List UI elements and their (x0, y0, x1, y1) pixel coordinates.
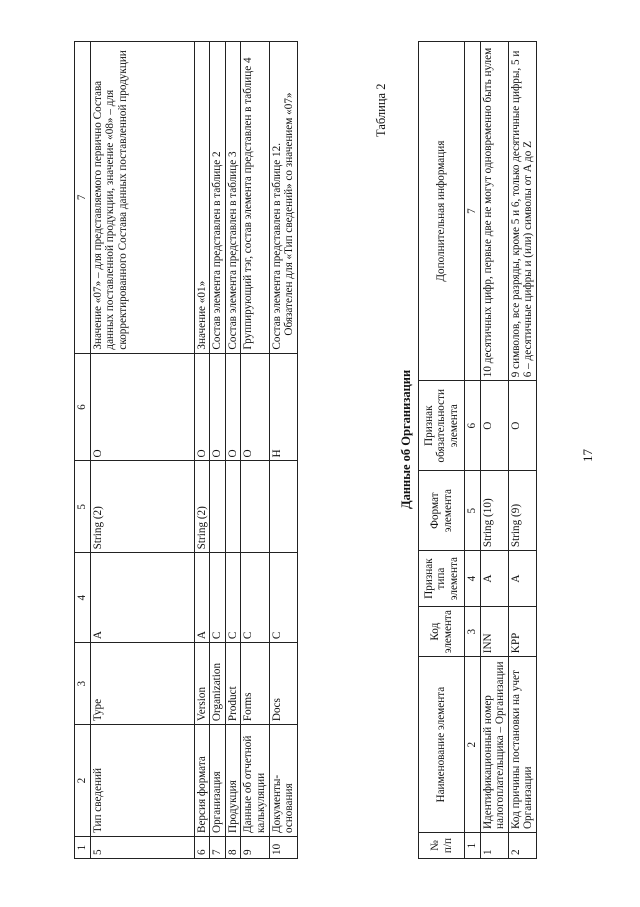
cell-format: String (9) (508, 471, 536, 551)
table-row (90, 42, 194, 859)
cell-info: Состав элемента представлен в таблице 3 (225, 42, 241, 354)
cell-code: Type (90, 643, 194, 725)
cell-number: 1 (480, 833, 508, 859)
cell-required: О (225, 353, 241, 461)
col-num: 6 (75, 353, 91, 461)
table-2-organization (418, 41, 537, 859)
cell-format (210, 461, 226, 553)
header-name: Наименование элемента (419, 657, 465, 833)
col-num: 6 (465, 381, 481, 471)
cell-info: 10 десятичных цифр, первые две не могут одновременно быть нулем (480, 42, 508, 381)
col-num: 3 (75, 643, 91, 725)
header-code: Код элемента (419, 607, 465, 657)
cell-code: Product (225, 643, 241, 725)
cell-code: KPP (508, 607, 536, 657)
cell-type: A (90, 553, 194, 643)
header-type: Признак типа элемента (419, 551, 465, 607)
header-format: Формат элемента (419, 471, 465, 551)
cell-required: О (210, 353, 226, 461)
header-required: Признак обязательности элемента (419, 381, 465, 471)
table-row (269, 42, 297, 859)
cell-name: Продукция (225, 725, 241, 837)
table-1-continuation (74, 41, 298, 859)
column-number-row (75, 42, 91, 859)
cell-number: 9 (241, 837, 269, 859)
cell-format: String (10) (480, 471, 508, 551)
cell-name: Документы-основания (269, 725, 297, 837)
cell-required: О (480, 381, 508, 471)
cell-format: String (2) (90, 461, 194, 553)
cell-required: О (508, 381, 536, 471)
page-number: 17 (580, 449, 595, 462)
cell-required: О (241, 353, 269, 461)
cell-type: С (210, 553, 226, 643)
cell-type: A (480, 551, 508, 607)
cell-name: Тип сведений (90, 725, 194, 837)
cell-code: Docs (269, 643, 297, 725)
cell-number: 8 (225, 837, 241, 859)
col-num: 2 (465, 657, 481, 833)
col-num: 5 (465, 471, 481, 551)
col-num: 3 (465, 607, 481, 657)
cell-required: Н (269, 353, 297, 461)
col-num: 1 (75, 837, 91, 859)
header-row (419, 42, 465, 859)
cell-code: Forms (241, 643, 269, 725)
col-num: 4 (465, 551, 481, 607)
table-row (225, 42, 241, 859)
cell-info: Значение «07» – для представляемого первично Состава данных поставленной продукции, значение «08» – для скорректированного Состава данных поставленной продукции (90, 42, 194, 354)
info-text: Состав элемента представлен в таблице 12. (270, 142, 283, 350)
table-row (480, 42, 508, 859)
col-num: 7 (75, 42, 91, 354)
cell-name: Данные об отчетной калькуляции (241, 725, 269, 837)
table-row (210, 42, 226, 859)
cell-code: INN (480, 607, 508, 657)
cell-code: Organization (210, 643, 226, 725)
cell-name: Версия формата (194, 725, 210, 837)
cell-info: Группирующий тэг, состав элемента представлен в таблице 4 (241, 42, 269, 354)
table-row (508, 42, 536, 859)
cell-type: С (225, 553, 241, 643)
table-2-title: Данные об Организации (399, 369, 413, 509)
cell-name: Код причины постановки на учет Организации (508, 657, 536, 833)
cell-number: 6 (194, 837, 210, 859)
cell-required: О (90, 353, 194, 461)
col-num: 7 (465, 42, 481, 381)
cell-number: 10 (269, 837, 297, 859)
table-row (241, 42, 269, 859)
table-row (194, 42, 210, 859)
cell-type: С (269, 553, 297, 643)
cell-type: A (508, 551, 536, 607)
cell-info (269, 42, 297, 354)
cell-name: Организация (210, 725, 226, 837)
col-num: 5 (75, 461, 91, 553)
column-number-row (465, 42, 481, 859)
info-text-2: Обязателен для «Тип сведений» со значением «07» (283, 92, 296, 336)
table-2-label: Таблица 2 (374, 83, 388, 137)
cell-code: Version (194, 643, 210, 725)
cell-format (269, 461, 297, 553)
cell-number: 2 (508, 833, 536, 859)
cell-number: 5 (90, 837, 194, 859)
cell-required: О (194, 353, 210, 461)
cell-info: Значение «01» (194, 42, 210, 354)
col-num: 1 (465, 833, 481, 859)
cell-format (225, 461, 241, 553)
col-num: 2 (75, 725, 91, 837)
cell-format (241, 461, 269, 553)
cell-name: Идентификационный номер налогоплательщика – Организации (480, 657, 508, 833)
header-number: № п/п (419, 833, 465, 859)
cell-type: С (241, 553, 269, 643)
cell-info: Состав элемента представлен в таблице 2 (210, 42, 226, 354)
cell-info: 9 символов, все разряды, кроме 5 и 6, только десятичные цифры, 5 и 6 – десятичные цифры и (или) символы от A до Z (508, 42, 536, 381)
cell-number: 7 (210, 837, 226, 859)
header-info: Дополнительная информация (419, 42, 465, 381)
cell-type: A (194, 553, 210, 643)
cell-format: String (2) (194, 461, 210, 553)
col-num: 4 (75, 553, 91, 643)
